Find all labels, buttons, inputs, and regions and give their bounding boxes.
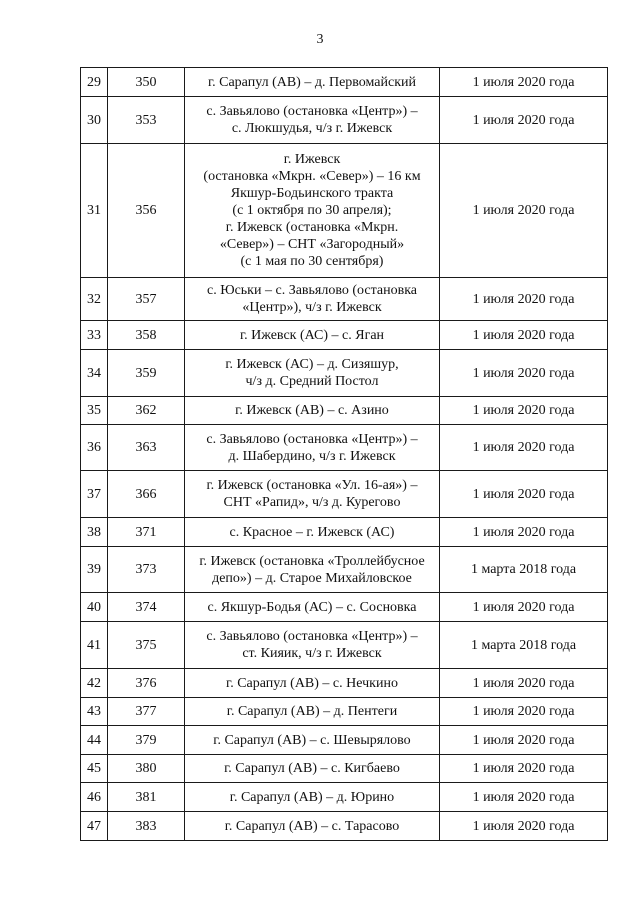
start-date: 1 июля 2020 года [440, 350, 608, 397]
start-date: 1 июля 2020 года [440, 812, 608, 841]
start-date: 1 марта 2018 года [440, 622, 608, 669]
route-name: с. Красное – г. Ижевск (АС) [185, 518, 440, 547]
row-number: 38 [81, 518, 108, 547]
table-row [81, 278, 608, 321]
route-number: 350 [108, 68, 185, 97]
route-name: г. Ижевск (АВ) – с. Азино [185, 397, 440, 425]
route-name: г. Сарапул (АВ) – с. Нечкино [185, 669, 440, 698]
route-number: 371 [108, 518, 185, 547]
route-name: г. Сарапул (АВ) – с. Шевырялово [185, 726, 440, 755]
route-number: 353 [108, 97, 185, 144]
route-name: г. Сарапул (АВ) – д. Первомайский [185, 68, 440, 97]
table-row [81, 812, 608, 841]
table-row [81, 593, 608, 622]
route-name: с. Якшур-Бодья (АС) – с. Сосновка [185, 593, 440, 622]
table-row [81, 144, 608, 278]
table-row [81, 698, 608, 726]
row-number: 39 [81, 547, 108, 593]
start-date: 1 марта 2018 года [440, 547, 608, 593]
row-number: 36 [81, 425, 108, 471]
table-row [81, 518, 608, 547]
route-number: 358 [108, 321, 185, 350]
route-number: 366 [108, 471, 185, 518]
start-date: 1 июля 2020 года [440, 698, 608, 726]
row-number: 31 [81, 144, 108, 278]
start-date: 1 июля 2020 года [440, 755, 608, 783]
row-number: 35 [81, 397, 108, 425]
route-name: г. Ижевск (остановка «Троллейбусное депо») – д. Старое Михайловское [185, 547, 440, 593]
row-number: 45 [81, 755, 108, 783]
row-number: 33 [81, 321, 108, 350]
row-number: 37 [81, 471, 108, 518]
table-row [81, 622, 608, 669]
start-date: 1 июля 2020 года [440, 783, 608, 812]
route-name: г. Ижевск (остановка «Ул. 16-ая») – СНТ «Рапид», ч/з д. Курегово [185, 471, 440, 518]
route-name: г. Ижевск (остановка «Мкрн. «Север») – 16 км Якшур-Бодьинского тракта (с 1 октября по 30 апреля); г. Ижевск (остановка «Мкрн. «Север») – СНТ «Загородный» (с 1 мая по 30 сентября) [185, 144, 440, 278]
route-number: 383 [108, 812, 185, 841]
route-number: 373 [108, 547, 185, 593]
route-number: 356 [108, 144, 185, 278]
route-number: 376 [108, 669, 185, 698]
route-number: 362 [108, 397, 185, 425]
route-number: 381 [108, 783, 185, 812]
table-row [81, 350, 608, 397]
start-date: 1 июля 2020 года [440, 321, 608, 350]
row-number: 43 [81, 698, 108, 726]
route-name: г. Ижевск (АС) – с. Яган [185, 321, 440, 350]
routes-table [80, 67, 608, 841]
start-date: 1 июля 2020 года [440, 669, 608, 698]
row-number: 40 [81, 593, 108, 622]
row-number: 42 [81, 669, 108, 698]
page-number: 3 [316, 32, 324, 47]
route-name: г. Сарапул (АВ) – с. Тарасово [185, 812, 440, 841]
routes-table-body [81, 68, 608, 841]
route-name: г. Ижевск (АС) – д. Сизяшур, ч/з д. Средний Постол [185, 350, 440, 397]
table-row [81, 547, 608, 593]
start-date: 1 июля 2020 года [440, 518, 608, 547]
start-date: 1 июля 2020 года [440, 425, 608, 471]
row-number: 47 [81, 812, 108, 841]
start-date: 1 июля 2020 года [440, 278, 608, 321]
route-number: 379 [108, 726, 185, 755]
start-date: 1 июля 2020 года [440, 471, 608, 518]
start-date: 1 июля 2020 года [440, 726, 608, 755]
row-number: 32 [81, 278, 108, 321]
start-date: 1 июля 2020 года [440, 144, 608, 278]
start-date: 1 июля 2020 года [440, 97, 608, 144]
table-row [81, 397, 608, 425]
start-date: 1 июля 2020 года [440, 397, 608, 425]
row-number: 34 [81, 350, 108, 397]
route-name: с. Юськи – с. Завьялово (остановка «Центр»), ч/з г. Ижевск [185, 278, 440, 321]
table-row [81, 726, 608, 755]
route-number: 375 [108, 622, 185, 669]
route-number: 380 [108, 755, 185, 783]
route-name: с. Завьялово (остановка «Центр») – д. Шабердино, ч/з г. Ижевск [185, 425, 440, 471]
table-row [81, 321, 608, 350]
route-number: 377 [108, 698, 185, 726]
route-name: г. Сарапул (АВ) – д. Юрино [185, 783, 440, 812]
table-row [81, 471, 608, 518]
table-row [81, 97, 608, 144]
route-number: 359 [108, 350, 185, 397]
table-row [81, 425, 608, 471]
start-date: 1 июля 2020 года [440, 593, 608, 622]
row-number: 41 [81, 622, 108, 669]
start-date: 1 июля 2020 года [440, 68, 608, 97]
row-number: 44 [81, 726, 108, 755]
table-row [81, 755, 608, 783]
row-number: 29 [81, 68, 108, 97]
route-number: 374 [108, 593, 185, 622]
route-number: 357 [108, 278, 185, 321]
table-row [81, 669, 608, 698]
route-name: с. Завьялово (остановка «Центр») – ст. Кияик, ч/з г. Ижевск [185, 622, 440, 669]
route-name: г. Сарапул (АВ) – д. Пентеги [185, 698, 440, 726]
route-name: с. Завьялово (остановка «Центр») – с. Люкшудья, ч/з г. Ижевск [185, 97, 440, 144]
table-row [81, 68, 608, 97]
row-number: 46 [81, 783, 108, 812]
route-name: г. Сарапул (АВ) – с. Кигбаево [185, 755, 440, 783]
row-number: 30 [81, 97, 108, 144]
table-row [81, 783, 608, 812]
route-number: 363 [108, 425, 185, 471]
